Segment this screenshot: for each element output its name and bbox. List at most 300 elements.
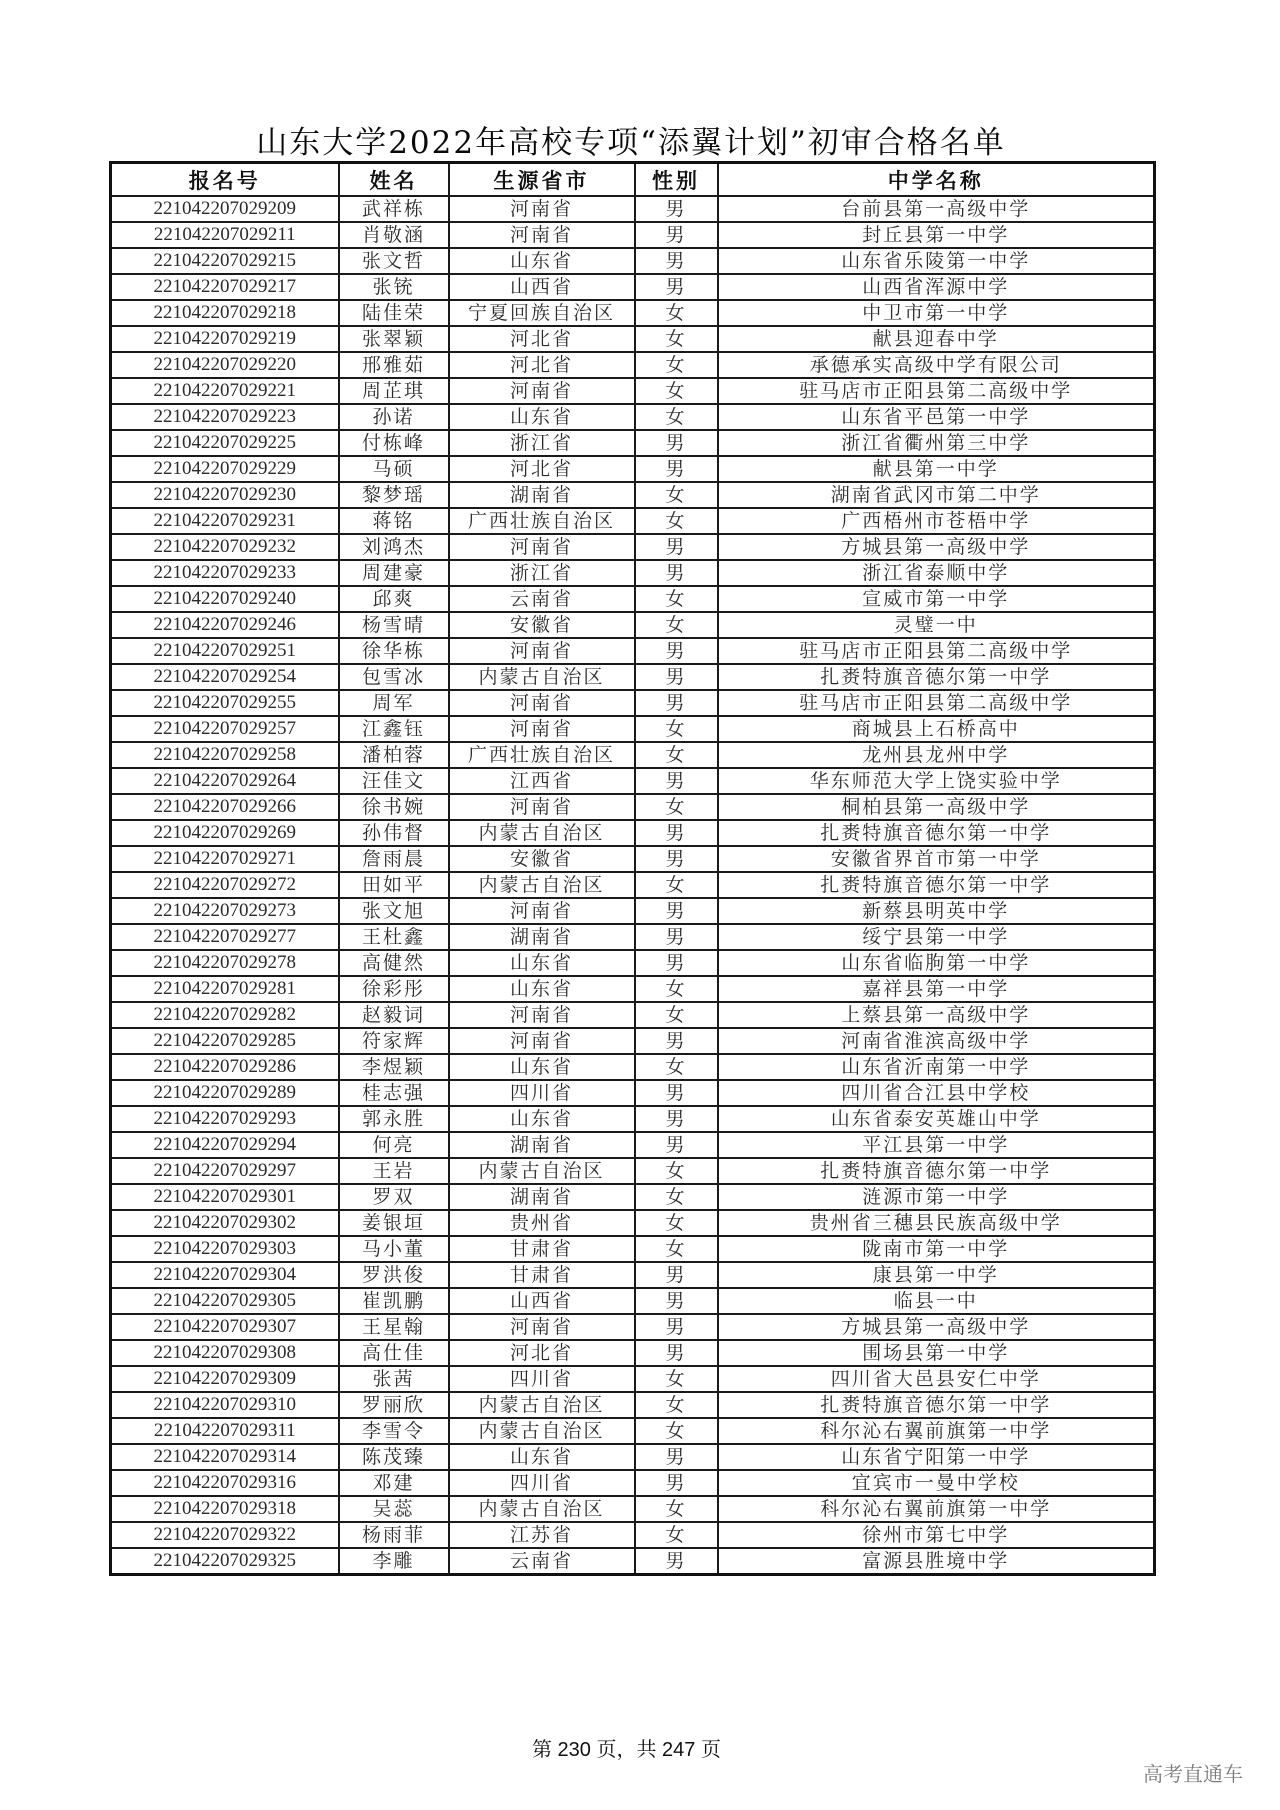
gender-cell: 女 xyxy=(635,1418,718,1444)
school-cell: 扎赉特旗音德尔第一中学 xyxy=(718,1158,1155,1184)
name-cell: 张铳 xyxy=(339,274,449,300)
school-cell: 平江县第一中学 xyxy=(718,1132,1155,1158)
registration-id-cell: 221042207029272 xyxy=(111,872,339,898)
province-cell: 河北省 xyxy=(449,352,635,378)
province-cell: 内蒙古自治区 xyxy=(449,1392,635,1418)
registration-id-cell: 221042207029297 xyxy=(111,1158,339,1184)
name-cell: 刘鸿杰 xyxy=(339,534,449,560)
registration-id-cell: 221042207029230 xyxy=(111,482,339,508)
registration-id-cell: 221042207029309 xyxy=(111,1366,339,1392)
gender-cell: 男 xyxy=(635,846,718,872)
name-cell: 孙诺 xyxy=(339,404,449,430)
table-row xyxy=(111,716,1155,742)
school-cell: 康县第一中学 xyxy=(718,1262,1155,1288)
registration-id-cell: 221042207029293 xyxy=(111,1106,339,1132)
province-cell: 河南省 xyxy=(449,222,635,248)
table-row xyxy=(111,300,1155,326)
school-cell: 山东省平邑第一中学 xyxy=(718,404,1155,430)
registration-id-cell: 221042207029304 xyxy=(111,1262,339,1288)
gender-cell: 女 xyxy=(635,794,718,820)
table-header-row xyxy=(111,163,1155,197)
province-cell: 宁夏回族自治区 xyxy=(449,300,635,326)
province-cell: 山西省 xyxy=(449,1288,635,1314)
page-number: 第 230 页，共 247 页 xyxy=(532,1739,721,1761)
table-row xyxy=(111,1158,1155,1184)
school-cell: 华东师范大学上饶实验中学 xyxy=(718,768,1155,794)
registration-id-cell: 221042207029258 xyxy=(111,742,339,768)
table-row xyxy=(111,976,1155,1002)
province-cell: 山东省 xyxy=(449,950,635,976)
school-cell: 献县第一中学 xyxy=(718,456,1155,482)
province-cell: 山东省 xyxy=(449,1054,635,1080)
registration-id-cell: 221042207029217 xyxy=(111,274,339,300)
name-cell: 李雪令 xyxy=(339,1418,449,1444)
gender-cell: 女 xyxy=(635,1392,718,1418)
table-row xyxy=(111,612,1155,638)
name-cell: 汪佳文 xyxy=(339,768,449,794)
name-cell: 杨雨菲 xyxy=(339,1522,449,1548)
province-cell: 湖南省 xyxy=(449,1132,635,1158)
school-cell: 嘉祥县第一中学 xyxy=(718,976,1155,1002)
school-cell: 山东省沂南第一中学 xyxy=(718,1054,1155,1080)
province-cell: 河南省 xyxy=(449,716,635,742)
gender-cell: 女 xyxy=(635,872,718,898)
table-row xyxy=(111,352,1155,378)
school-cell: 山西省浑源中学 xyxy=(718,274,1155,300)
registration-id-cell: 221042207029231 xyxy=(111,508,339,534)
province-cell: 河北省 xyxy=(449,1340,635,1366)
registration-id-cell: 221042207029281 xyxy=(111,976,339,1002)
table-row xyxy=(111,586,1155,612)
registration-id-cell: 221042207029218 xyxy=(111,300,339,326)
table-row xyxy=(111,1002,1155,1028)
name-cell: 郭永胜 xyxy=(339,1106,449,1132)
province-cell: 广西壮族自治区 xyxy=(449,508,635,534)
school-cell: 涟源市第一中学 xyxy=(718,1184,1155,1210)
name-cell: 詹雨晨 xyxy=(339,846,449,872)
name-cell: 邓建 xyxy=(339,1470,449,1496)
table-row xyxy=(111,378,1155,404)
gender-cell: 男 xyxy=(635,768,718,794)
registration-id-cell: 221042207029246 xyxy=(111,612,339,638)
gender-cell: 女 xyxy=(635,1236,718,1262)
school-cell: 扎赉特旗音德尔第一中学 xyxy=(718,820,1155,846)
registration-id-cell: 221042207029223 xyxy=(111,404,339,430)
roster-table xyxy=(109,161,1156,1576)
gender-cell: 男 xyxy=(635,1132,718,1158)
gender-cell: 男 xyxy=(635,222,718,248)
name-cell: 张茜 xyxy=(339,1366,449,1392)
gender-cell: 女 xyxy=(635,1210,718,1236)
table-row xyxy=(111,1236,1155,1262)
gender-cell: 男 xyxy=(635,1106,718,1132)
gender-cell: 男 xyxy=(635,1340,718,1366)
gender-cell: 女 xyxy=(635,378,718,404)
table-row xyxy=(111,924,1155,950)
province-cell: 云南省 xyxy=(449,1548,635,1575)
province-cell: 山东省 xyxy=(449,1106,635,1132)
school-cell: 徐州市第七中学 xyxy=(718,1522,1155,1548)
school-cell: 广西梧州市苍梧中学 xyxy=(718,508,1155,534)
table-row xyxy=(111,1314,1155,1340)
registration-id-cell: 221042207029215 xyxy=(111,248,339,274)
table-row xyxy=(111,1522,1155,1548)
name-cell: 杨雪晴 xyxy=(339,612,449,638)
watermark: 高考直通车 xyxy=(1143,1762,1243,1786)
gender-cell: 女 xyxy=(635,1496,718,1522)
school-cell: 桐柏县第一高级中学 xyxy=(718,794,1155,820)
registration-id-cell: 221042207029308 xyxy=(111,1340,339,1366)
table-row xyxy=(111,1366,1155,1392)
name-cell: 何亮 xyxy=(339,1132,449,1158)
province-cell: 甘肃省 xyxy=(449,1262,635,1288)
registration-id-cell: 221042207029255 xyxy=(111,690,339,716)
registration-id-cell: 221042207029254 xyxy=(111,664,339,690)
province-cell: 山东省 xyxy=(449,404,635,430)
province-cell: 内蒙古自治区 xyxy=(449,1496,635,1522)
school-cell: 驻马店市正阳县第二高级中学 xyxy=(718,378,1155,404)
name-cell: 周军 xyxy=(339,690,449,716)
header-gender: 性别 xyxy=(635,163,718,197)
registration-id-cell: 221042207029289 xyxy=(111,1080,339,1106)
name-cell: 潘柏蓉 xyxy=(339,742,449,768)
province-cell: 江苏省 xyxy=(449,1522,635,1548)
name-cell: 吴蕊 xyxy=(339,1496,449,1522)
school-cell: 新蔡县明英中学 xyxy=(718,898,1155,924)
gender-cell: 男 xyxy=(635,560,718,586)
gender-cell: 男 xyxy=(635,1262,718,1288)
registration-id-cell: 221042207029225 xyxy=(111,430,339,456)
gender-cell: 男 xyxy=(635,1288,718,1314)
gender-cell: 女 xyxy=(635,586,718,612)
registration-id-cell: 221042207029307 xyxy=(111,1314,339,1340)
table-row xyxy=(111,664,1155,690)
table-row xyxy=(111,1132,1155,1158)
name-cell: 罗双 xyxy=(339,1184,449,1210)
table-row xyxy=(111,274,1155,300)
table-row xyxy=(111,898,1155,924)
table-row xyxy=(111,1080,1155,1106)
registration-id-cell: 221042207029264 xyxy=(111,768,339,794)
gender-cell: 男 xyxy=(635,248,718,274)
name-cell: 赵毅词 xyxy=(339,1002,449,1028)
table-row xyxy=(111,1028,1155,1054)
gender-cell: 女 xyxy=(635,1002,718,1028)
province-cell: 内蒙古自治区 xyxy=(449,820,635,846)
table-row xyxy=(111,794,1155,820)
province-cell: 内蒙古自治区 xyxy=(449,664,635,690)
table-row xyxy=(111,742,1155,768)
table-row xyxy=(111,1470,1155,1496)
name-cell: 周建豪 xyxy=(339,560,449,586)
gender-cell: 男 xyxy=(635,924,718,950)
registration-id-cell: 221042207029282 xyxy=(111,1002,339,1028)
school-cell: 山东省临朐第一中学 xyxy=(718,950,1155,976)
gender-cell: 女 xyxy=(635,300,718,326)
registration-id-cell: 221042207029285 xyxy=(111,1028,339,1054)
province-cell: 河南省 xyxy=(449,898,635,924)
province-cell: 河南省 xyxy=(449,1002,635,1028)
gender-cell: 男 xyxy=(635,664,718,690)
table-row xyxy=(111,482,1155,508)
registration-id-cell: 221042207029273 xyxy=(111,898,339,924)
name-cell: 李雕 xyxy=(339,1548,449,1575)
province-cell: 广西壮族自治区 xyxy=(449,742,635,768)
table-row xyxy=(111,222,1155,248)
registration-id-cell: 221042207029278 xyxy=(111,950,339,976)
name-cell: 徐彩彤 xyxy=(339,976,449,1002)
gender-cell: 男 xyxy=(635,1314,718,1340)
gender-cell: 女 xyxy=(635,716,718,742)
table-row xyxy=(111,404,1155,430)
table-row xyxy=(111,638,1155,664)
school-cell: 驻马店市正阳县第二高级中学 xyxy=(718,690,1155,716)
school-cell: 四川省合江县中学校 xyxy=(718,1080,1155,1106)
registration-id-cell: 221042207029209 xyxy=(111,196,339,222)
name-cell: 陆佳荣 xyxy=(339,300,449,326)
school-cell: 科尔沁右翼前旗第一中学 xyxy=(718,1496,1155,1522)
table-row xyxy=(111,1262,1155,1288)
province-cell: 山西省 xyxy=(449,274,635,300)
gender-cell: 男 xyxy=(635,534,718,560)
school-cell: 扎赉特旗音德尔第一中学 xyxy=(718,872,1155,898)
school-cell: 河南省淮滨高级中学 xyxy=(718,1028,1155,1054)
gender-cell: 女 xyxy=(635,1522,718,1548)
table-row xyxy=(111,456,1155,482)
name-cell: 周芷琪 xyxy=(339,378,449,404)
name-cell: 肖敬涵 xyxy=(339,222,449,248)
province-cell: 山东省 xyxy=(449,976,635,1002)
school-cell: 方城县第一高级中学 xyxy=(718,1314,1155,1340)
registration-id-cell: 221042207029221 xyxy=(111,378,339,404)
province-cell: 内蒙古自治区 xyxy=(449,872,635,898)
name-cell: 付栋峰 xyxy=(339,430,449,456)
name-cell: 武祥栋 xyxy=(339,196,449,222)
name-cell: 高仕佳 xyxy=(339,1340,449,1366)
school-cell: 浙江省泰顺中学 xyxy=(718,560,1155,586)
school-cell: 灵璧一中 xyxy=(718,612,1155,638)
province-cell: 浙江省 xyxy=(449,430,635,456)
school-cell: 浙江省衢州第三中学 xyxy=(718,430,1155,456)
province-cell: 河南省 xyxy=(449,196,635,222)
table-row xyxy=(111,1418,1155,1444)
registration-id-cell: 221042207029301 xyxy=(111,1184,339,1210)
table-row xyxy=(111,508,1155,534)
table-row xyxy=(111,248,1155,274)
school-cell: 山东省乐陵第一中学 xyxy=(718,248,1155,274)
name-cell: 江鑫钰 xyxy=(339,716,449,742)
registration-id-cell: 221042207029233 xyxy=(111,560,339,586)
table-row xyxy=(111,1548,1155,1575)
registration-id-cell: 221042207029232 xyxy=(111,534,339,560)
name-cell: 邢雅茹 xyxy=(339,352,449,378)
province-cell: 河北省 xyxy=(449,456,635,482)
table-row xyxy=(111,430,1155,456)
school-cell: 宜宾市一曼中学校 xyxy=(718,1470,1155,1496)
school-cell: 承德承实高级中学有限公司 xyxy=(718,352,1155,378)
gender-cell: 女 xyxy=(635,742,718,768)
registration-id-cell: 221042207029305 xyxy=(111,1288,339,1314)
province-cell: 河南省 xyxy=(449,794,635,820)
province-cell: 甘肃省 xyxy=(449,1236,635,1262)
province-cell: 河南省 xyxy=(449,534,635,560)
name-cell: 王杜鑫 xyxy=(339,924,449,950)
school-cell: 宣威市第一中学 xyxy=(718,586,1155,612)
registration-id-cell: 221042207029314 xyxy=(111,1444,339,1470)
table-row xyxy=(111,1106,1155,1132)
name-cell: 姜银垣 xyxy=(339,1210,449,1236)
registration-id-cell: 221042207029316 xyxy=(111,1470,339,1496)
header-name: 姓名 xyxy=(339,163,449,197)
school-cell: 山东省宁阳第一中学 xyxy=(718,1444,1155,1470)
name-cell: 蒋铭 xyxy=(339,508,449,534)
province-cell: 内蒙古自治区 xyxy=(449,1418,635,1444)
school-cell: 山东省泰安英雄山中学 xyxy=(718,1106,1155,1132)
province-cell: 湖南省 xyxy=(449,1184,635,1210)
registration-id-cell: 221042207029211 xyxy=(111,222,339,248)
province-cell: 湖南省 xyxy=(449,924,635,950)
table-row xyxy=(111,872,1155,898)
name-cell: 黎梦瑶 xyxy=(339,482,449,508)
gender-cell: 女 xyxy=(635,352,718,378)
registration-id-cell: 221042207029311 xyxy=(111,1418,339,1444)
table-row xyxy=(111,1184,1155,1210)
province-cell: 河南省 xyxy=(449,638,635,664)
registration-id-cell: 221042207029310 xyxy=(111,1392,339,1418)
table-row xyxy=(111,1444,1155,1470)
province-cell: 河南省 xyxy=(449,1028,635,1054)
school-cell: 封丘县第一中学 xyxy=(718,222,1155,248)
province-cell: 浙江省 xyxy=(449,560,635,586)
table-row xyxy=(111,1210,1155,1236)
registration-id-cell: 221042207029240 xyxy=(111,586,339,612)
province-cell: 江西省 xyxy=(449,768,635,794)
table-row xyxy=(111,326,1155,352)
name-cell: 张文哲 xyxy=(339,248,449,274)
gender-cell: 男 xyxy=(635,690,718,716)
province-cell: 河北省 xyxy=(449,326,635,352)
table-row xyxy=(111,1496,1155,1522)
school-cell: 中卫市第一中学 xyxy=(718,300,1155,326)
gender-cell: 男 xyxy=(635,1470,718,1496)
school-cell: 四川省大邑县安仁中学 xyxy=(718,1366,1155,1392)
school-cell: 扎赉特旗音德尔第一中学 xyxy=(718,664,1155,690)
province-cell: 四川省 xyxy=(449,1080,635,1106)
school-cell: 绥宁县第一中学 xyxy=(718,924,1155,950)
province-cell: 四川省 xyxy=(449,1470,635,1496)
table-row xyxy=(111,768,1155,794)
table-row xyxy=(111,846,1155,872)
name-cell: 马小董 xyxy=(339,1236,449,1262)
province-cell: 安徽省 xyxy=(449,846,635,872)
school-cell: 富源县胜境中学 xyxy=(718,1548,1155,1575)
registration-id-cell: 221042207029325 xyxy=(111,1548,339,1575)
registration-id-cell: 221042207029257 xyxy=(111,716,339,742)
registration-id-cell: 221042207029318 xyxy=(111,1496,339,1522)
name-cell: 王岩 xyxy=(339,1158,449,1184)
name-cell: 孙伟督 xyxy=(339,820,449,846)
province-cell: 湖南省 xyxy=(449,482,635,508)
gender-cell: 女 xyxy=(635,1158,718,1184)
gender-cell: 女 xyxy=(635,326,718,352)
name-cell: 徐书婉 xyxy=(339,794,449,820)
gender-cell: 男 xyxy=(635,950,718,976)
province-cell: 山东省 xyxy=(449,248,635,274)
name-cell: 王星翰 xyxy=(339,1314,449,1340)
gender-cell: 女 xyxy=(635,1366,718,1392)
table-row xyxy=(111,1392,1155,1418)
table-row xyxy=(111,196,1155,222)
table-row xyxy=(111,1054,1155,1080)
gender-cell: 男 xyxy=(635,1080,718,1106)
name-cell: 田如平 xyxy=(339,872,449,898)
gender-cell: 女 xyxy=(635,1054,718,1080)
table-body xyxy=(111,196,1155,1575)
gender-cell: 男 xyxy=(635,430,718,456)
school-cell: 湖南省武冈市第二中学 xyxy=(718,482,1155,508)
name-cell: 张翠颖 xyxy=(339,326,449,352)
gender-cell: 女 xyxy=(635,508,718,534)
school-cell: 方城县第一高级中学 xyxy=(718,534,1155,560)
province-cell: 四川省 xyxy=(449,1366,635,1392)
table-row xyxy=(111,560,1155,586)
school-cell: 贵州省三穗县民族高级中学 xyxy=(718,1210,1155,1236)
school-cell: 扎赉特旗音德尔第一中学 xyxy=(718,1392,1155,1418)
header-registration-id: 报名号 xyxy=(111,163,339,197)
gender-cell: 男 xyxy=(635,1028,718,1054)
name-cell: 符家辉 xyxy=(339,1028,449,1054)
school-cell: 台前县第一高级中学 xyxy=(718,196,1155,222)
province-cell: 河南省 xyxy=(449,1314,635,1340)
registration-id-cell: 221042207029322 xyxy=(111,1522,339,1548)
name-cell: 马硕 xyxy=(339,456,449,482)
registration-id-cell: 221042207029251 xyxy=(111,638,339,664)
gender-cell: 男 xyxy=(635,196,718,222)
gender-cell: 男 xyxy=(635,898,718,924)
registration-id-cell: 221042207029271 xyxy=(111,846,339,872)
gender-cell: 女 xyxy=(635,976,718,1002)
registration-id-cell: 221042207029269 xyxy=(111,820,339,846)
school-cell: 围场县第一中学 xyxy=(718,1340,1155,1366)
school-cell: 安徽省界首市第一中学 xyxy=(718,846,1155,872)
registration-id-cell: 221042207029286 xyxy=(111,1054,339,1080)
gender-cell: 女 xyxy=(635,404,718,430)
province-cell: 贵州省 xyxy=(449,1210,635,1236)
header-school: 中学名称 xyxy=(718,163,1155,197)
province-cell: 河南省 xyxy=(449,378,635,404)
registration-id-cell: 221042207029219 xyxy=(111,326,339,352)
table-row xyxy=(111,950,1155,976)
name-cell: 高健然 xyxy=(339,950,449,976)
school-cell: 龙州县龙州中学 xyxy=(718,742,1155,768)
registration-id-cell: 221042207029277 xyxy=(111,924,339,950)
school-cell: 驻马店市正阳县第二高级中学 xyxy=(718,638,1155,664)
name-cell: 徐华栋 xyxy=(339,638,449,664)
registration-id-cell: 221042207029294 xyxy=(111,1132,339,1158)
name-cell: 邱爽 xyxy=(339,586,449,612)
gender-cell: 男 xyxy=(635,274,718,300)
registration-id-cell: 221042207029220 xyxy=(111,352,339,378)
name-cell: 罗洪俊 xyxy=(339,1262,449,1288)
gender-cell: 女 xyxy=(635,482,718,508)
table-row xyxy=(111,1340,1155,1366)
province-cell: 内蒙古自治区 xyxy=(449,1158,635,1184)
province-cell: 安徽省 xyxy=(449,612,635,638)
province-cell: 山东省 xyxy=(449,1444,635,1470)
table-row xyxy=(111,690,1155,716)
name-cell: 陈茂臻 xyxy=(339,1444,449,1470)
province-cell: 云南省 xyxy=(449,586,635,612)
